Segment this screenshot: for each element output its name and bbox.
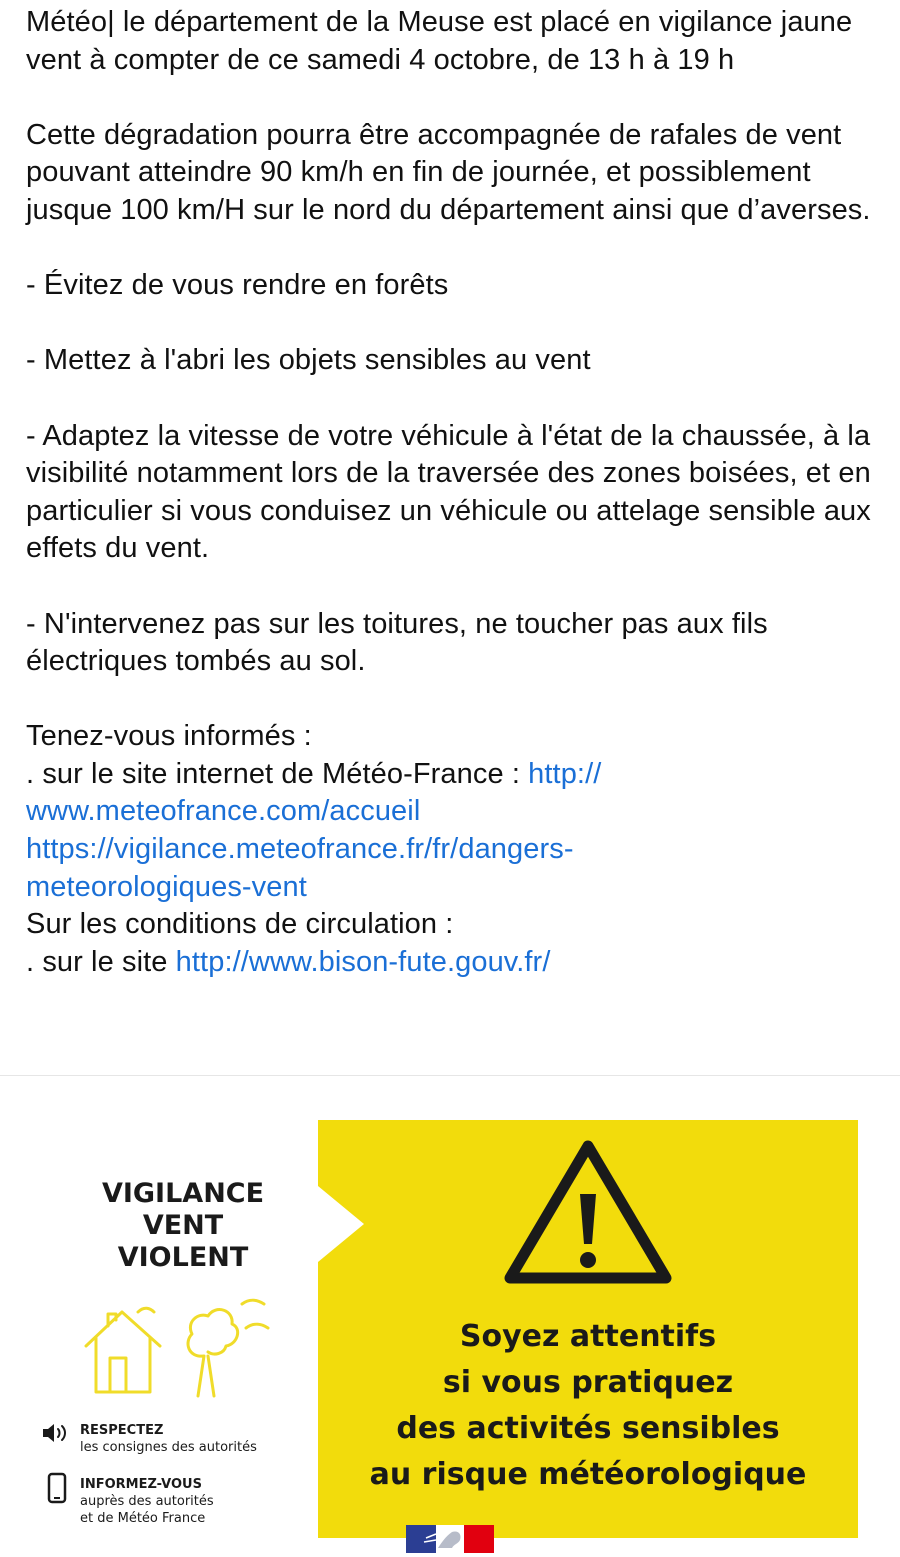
warning-message-line1: Soyez attentifs bbox=[459, 1319, 717, 1354]
vigilance-title-line1: VIGILANCE bbox=[101, 1178, 265, 1209]
legend-inform bbox=[40, 1476, 310, 1536]
vigilance-link-part1[interactable]: https://vigilance.meteofrance.fr/fr/dangers- bbox=[26, 833, 574, 866]
house-icon bbox=[86, 1312, 160, 1392]
vigilance-card-image[interactable] bbox=[0, 1076, 900, 1557]
warning-triangle-icon bbox=[500, 1136, 676, 1288]
respect-heading: RESPECTEZ bbox=[80, 1423, 164, 1438]
vigilance-link-part2[interactable]: meteorologiques-vent bbox=[26, 870, 307, 903]
vigilance-title bbox=[68, 1178, 298, 1274]
panel-notch bbox=[318, 1186, 364, 1262]
meteofrance-link-part2[interactable]: www.meteofrance.com/accueil bbox=[26, 795, 421, 828]
tree-icon bbox=[188, 1310, 238, 1396]
inform-text-1: auprès des autorités bbox=[80, 1494, 214, 1509]
warning-message-line3: des activités sensibles bbox=[396, 1411, 780, 1446]
info-heading: Tenez-vous informés : bbox=[26, 720, 312, 753]
vigilance-link-line2 bbox=[26, 869, 886, 907]
advice-driving: - Adaptez la vitesse de votre véhicule à l'état de la chaussée, à la visibilité notamment lors de la traversée des zones boisées, et en particulier si vous conduisez un véhicule ou attelage sensible aux effets du vent. bbox=[26, 419, 871, 565]
phone-icon bbox=[46, 1472, 70, 1506]
respect-text: les consignes des autorités bbox=[80, 1440, 257, 1455]
warning-message-line4: au risque météorologique bbox=[369, 1457, 807, 1492]
bison-fute-link[interactable]: http://www.bison-fute.gouv.fr/ bbox=[175, 945, 551, 978]
legend-respect-text bbox=[80, 1422, 257, 1456]
info-meteofrance-line bbox=[26, 756, 886, 794]
speaker-icon bbox=[40, 1422, 70, 1444]
post-body bbox=[26, 4, 886, 981]
info-site-prefix: . sur le site internet de Météo-France : bbox=[26, 757, 529, 790]
vigilance-title-line2: VENT bbox=[142, 1210, 224, 1241]
traffic-line bbox=[26, 944, 886, 982]
meteofrance-link-part1[interactable]: http:// bbox=[528, 757, 602, 790]
vigilance-link-line1 bbox=[26, 831, 886, 869]
advice-forests: - Évitez de vous rendre en forêts bbox=[26, 269, 449, 302]
vigilance-title-line3: VIOLENT bbox=[117, 1242, 249, 1273]
legend-respect bbox=[40, 1422, 310, 1462]
legend-inform-text bbox=[80, 1476, 214, 1527]
inform-heading: INFORMEZ-VOUS bbox=[80, 1477, 202, 1492]
warning-message bbox=[318, 1314, 858, 1498]
advice-objects: - Mettez à l'abri les objets sensibles au vent bbox=[26, 344, 591, 377]
advice-roofs: - N'intervenez pas sur les toitures, ne toucher pas aux fils électriques tombés au sol. bbox=[26, 607, 768, 678]
traffic-prefix: . sur le site bbox=[26, 945, 176, 978]
post-paragraph-gusts: Cette dégradation pourra être accompagnée de rafales de vent pouvant atteindre 90 km/h en fin de journée, et possiblement jusque 100 km/H sur le nord du département ainsi que d’averses. bbox=[26, 118, 871, 226]
inform-text-2: et de Météo France bbox=[80, 1511, 206, 1526]
post-headline: Météo| le département de la Meuse est placé en vigilance jaune vent à compter de ce samedi 4 octobre, de 13 h à 19 h bbox=[26, 6, 853, 76]
meteofrance-link-line bbox=[26, 793, 886, 831]
marianne-logo-icon bbox=[406, 1520, 494, 1557]
wind-illustration bbox=[80, 1292, 280, 1412]
warning-message-line2: si vous pratiquez bbox=[442, 1365, 734, 1400]
traffic-heading: Sur les conditions de circulation : bbox=[26, 908, 454, 941]
